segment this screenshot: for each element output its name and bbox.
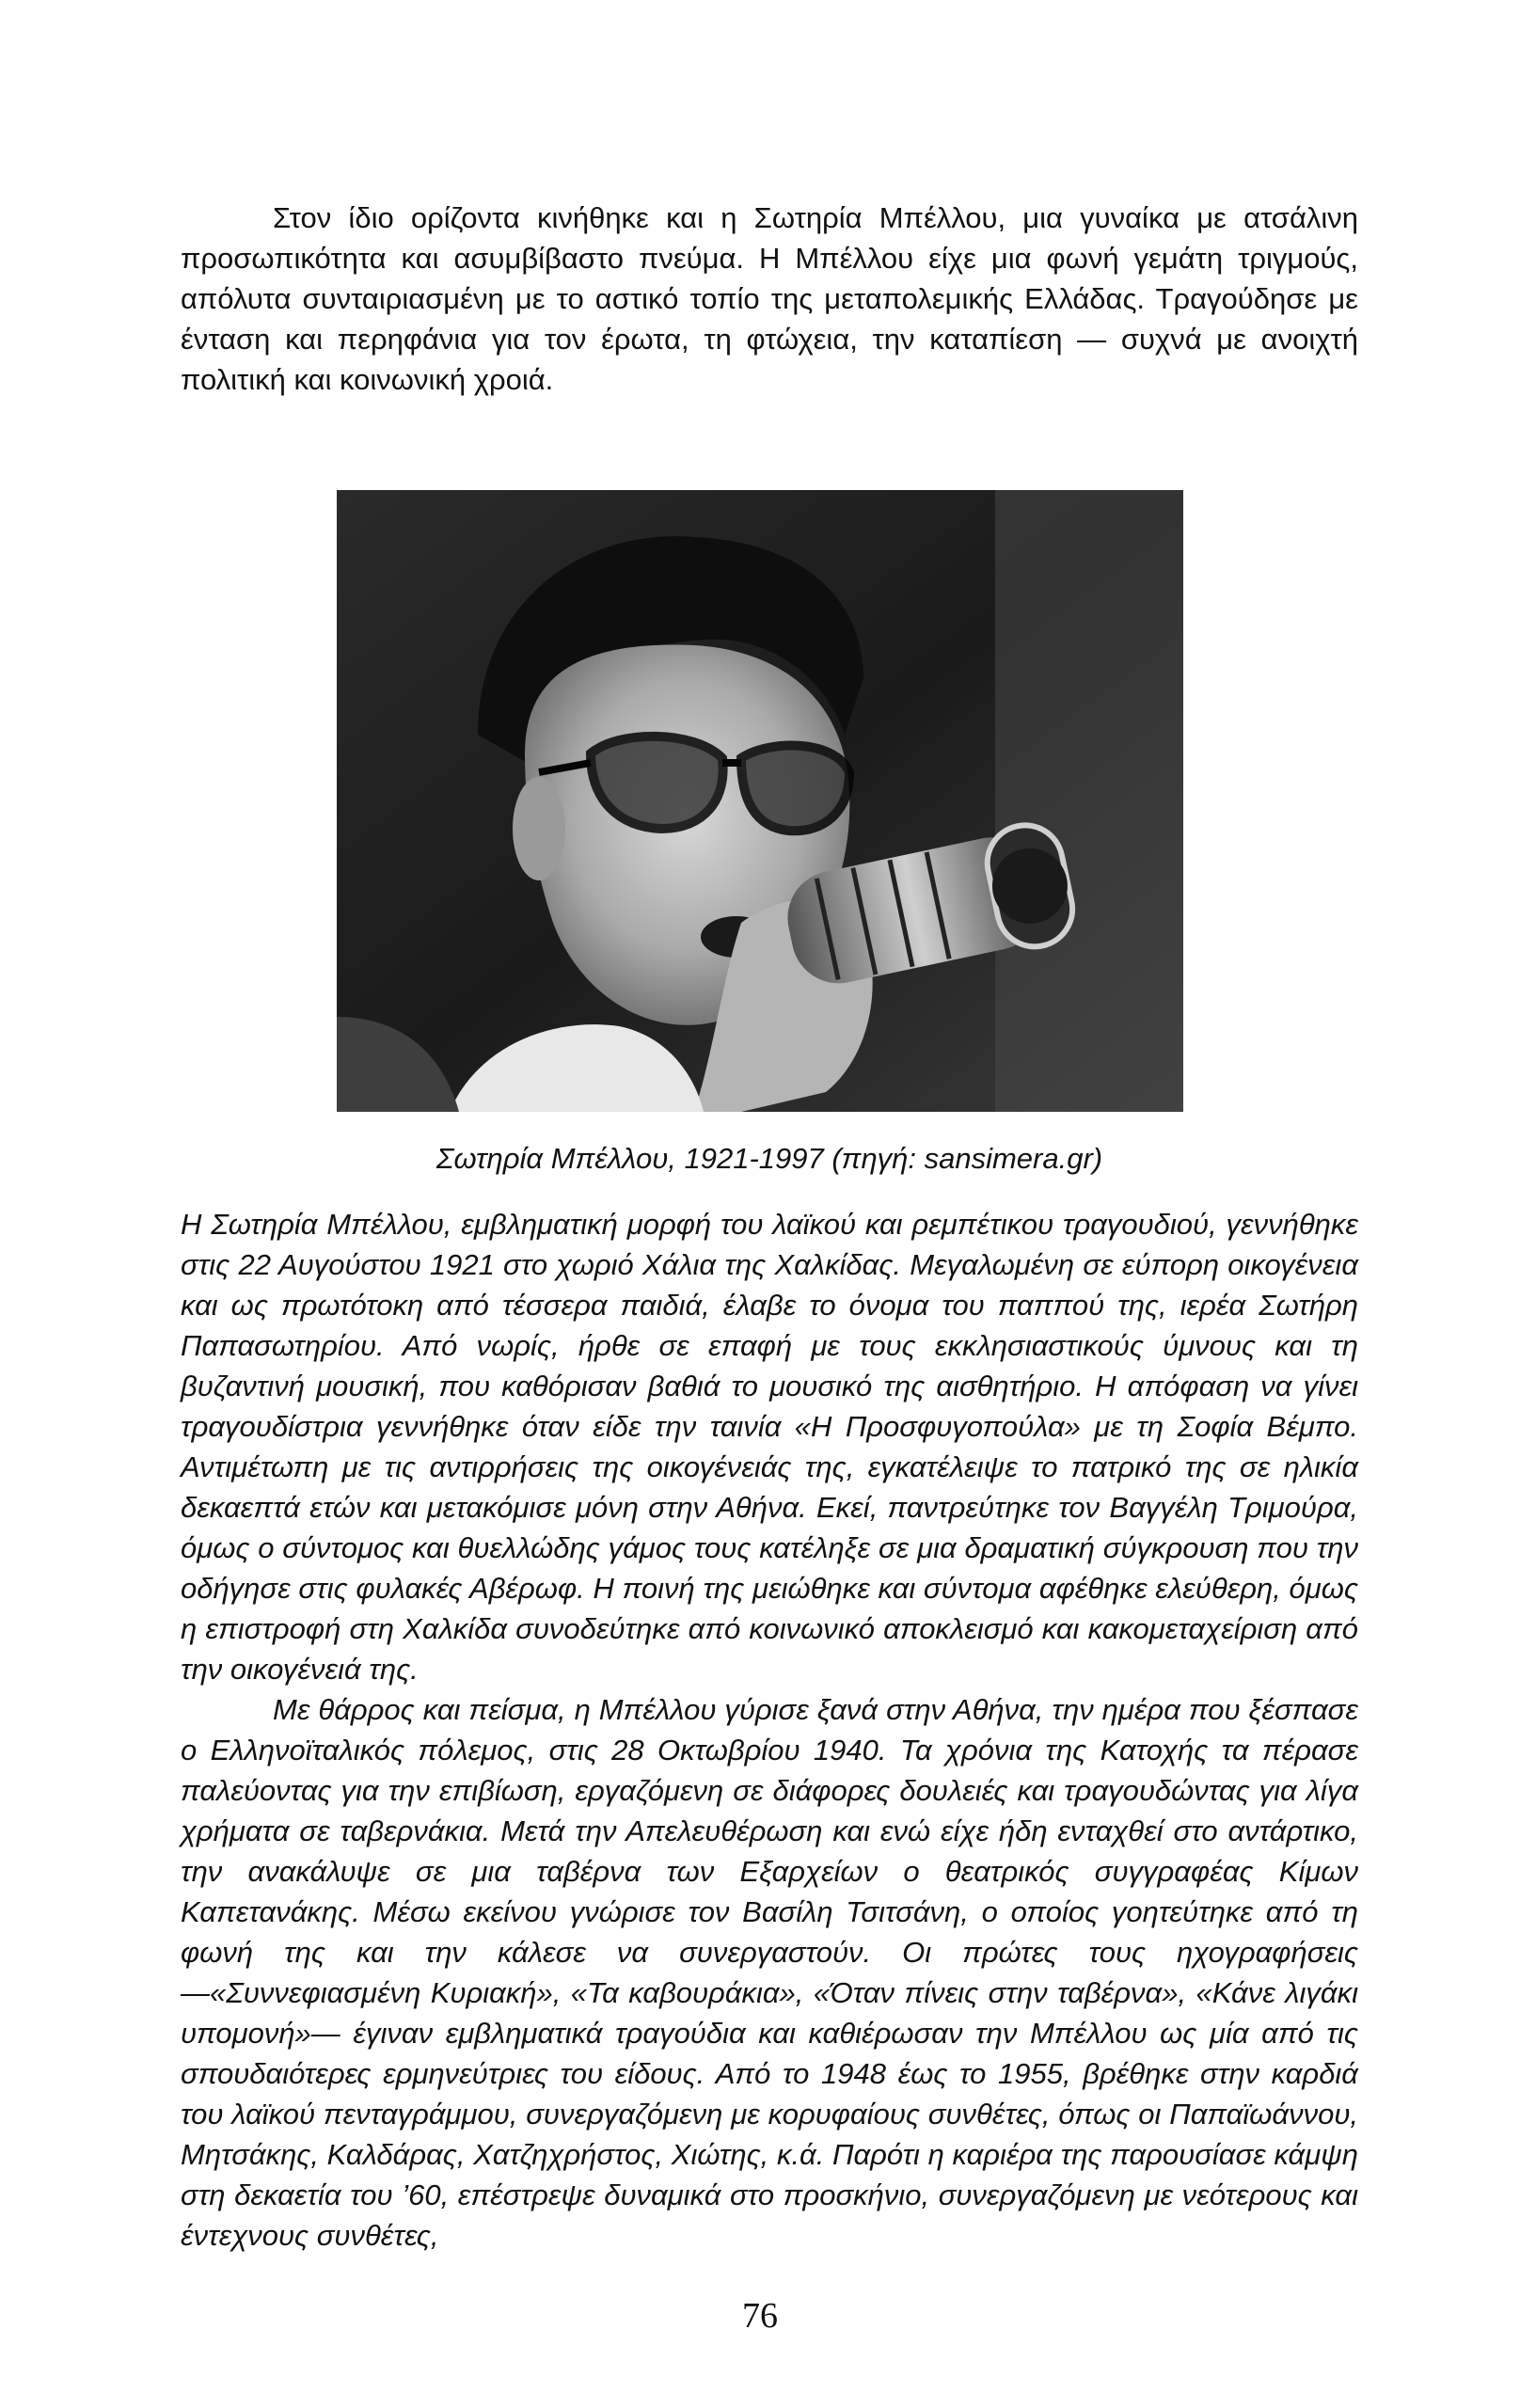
- page-number: 76: [742, 2296, 778, 2336]
- portrait-photo: [337, 490, 1183, 1112]
- body-paragraph-2: Με θάρρος και πείσμα, η Μπέλλου γύρισε ξανά στην Αθήνα, την ημέρα που ξέσπασε ο Ελληνοϊταλικός πόλεμος, στις 28 Οκτωβρίου 1940. Τα χρόνια της Κατοχής τα πέρασε παλεύοντας για την επιβίωση, εργαζόμενη σε διάφορες δουλειές και τραγουδώντας για λίγα χρήματα σε ταβερνάκια. Μετά την Απελευθέρωση και ενώ είχε ήδη ενταχθεί στο αντάρτικο, την ανακάλυψε σε μια ταβέρνα των Εξαρχείων ο θεατρικός συγγραφέας Κίμων Καπετανάκης. Μέσω εκείνου γνώρισε τον Βασίλη Τσιτσάνη, ο οποίος γοητεύτηκε από τη φωνή της και την κάλεσε να συνεργαστούν. Οι πρώτες τους ηχογραφήσεις —«Συννεφιασμένη Κυριακή», «Τα καβουράκια», «Όταν πίνεις στην ταβέρνα», «Κάνε λιγάκι υπομονή»— έγιναν εμβληματικά τραγούδια και καθιέρωσαν την Μπέλλου ως μία από τις σπουδαιότερες ερμηνεύτριες του είδους. Από το 1948 έως το 1955, βρέθηκε στην καρδιά του λαϊκού πενταγράμμου, συνεργαζόμενη με κορυφαίους συνθέτες, όπως οι Παπαϊωάννου, Μητσάκης, Καλδάρας, Χατζηχρήστος, Χιώτης, κ.ά. Παρότι η καριέρα της παρουσίασε κάμψη στη δεκαετία του ’60, επέστρεψε δυναμικά στο προσκήνιο, συνεργαζόμενη με νεότερους και έντεχνους συνθέτες,: [181, 1693, 1358, 2252]
- portrait-photo-drawing: [337, 490, 1183, 1112]
- body-text: [181, 1204, 1358, 2256]
- body-paragraph-1: Η Σωτηρία Μπέλλου, εμβληματική μορφή του λαϊκού και ρεμπέτικου τραγουδιού, γεννήθηκε στις 22 Αυγούστου 1921 στο χωριό Χάλια της Χαλκίδας. Μεγαλωμένη σε εύπορη οικογένεια και ως πρωτότοκη από τέσσερα παιδιά, έλαβε το όνομα του παππού της, ιερέα Σωτήρη Παπασωτηρίου. Από νωρίς, ήρθε σε επαφή με τους εκκλησιαστικούς ύμνους και τη βυζαντινή μουσική, που καθόρισαν βαθιά το μουσικό της αισθητήριο. Η απόφαση να γίνει τραγουδίστρια γεννήθηκε όταν είδε την ταινία «Η Προσφυγοπούλα» με τη Σοφία Βέμπο. Αντιμέτωπη με τις αντιρρήσεις της οικογένειάς της, εγκατέλειψε το πατρικό της σε ηλικία δεκαεπτά ετών και μετακόμισε μόνη στην Αθήνα. Εκεί, παντρεύτηκε τον Βαγγέλη Τριμούρα, όμως ο σύντομος και θυελλώδης γάμος τους κατέληξε σε μια δραματική σύγκρουση που την οδήγησε στις φυλακές Αβέρωφ. Η ποινή της μειώθηκε και σύντομα αφέθηκε ελεύθερη, όμως η επιστροφή στη Χαλκίδα συνοδεύτηκε από κοινωνικό αποκλεισμό και κακομεταχείριση από την οικογένειά της.: [181, 1208, 1358, 1686]
- intro-paragraph: Στον ίδιο ορίζοντα κινήθηκε και η Σωτηρία Μπέλλου, μια γυναίκα με ατσάλινη προσωπικότητα και ασυμβίβαστο πνεύμα. Η Μπέλλου είχε μια φωνή γεμάτη τριγμούς, απόλυτα συνταιριασμένη με το αστικό τοπίο της μεταπολεμικής Ελλάδας. Τραγούδησε με ένταση και περηφάνια για τον έρωτα, τη φτώχεια, την καταπίεση — συχνά με ανοιχτή πολιτική και κοινωνική χροιά.: [181, 201, 1358, 396]
- intro-text: [181, 198, 1358, 400]
- photo-caption: Σωτηρία Μπέλλου, 1921-1997 (πηγή: sansimera.gr): [435, 1142, 1103, 1175]
